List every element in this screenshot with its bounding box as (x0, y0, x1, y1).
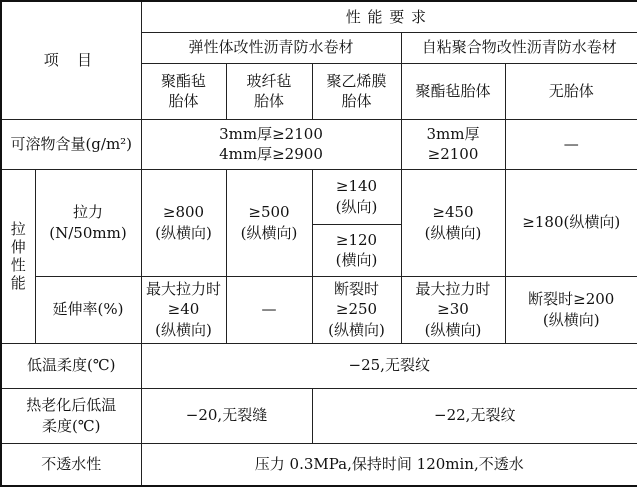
row-tension-a (1, 169, 637, 224)
soluble-sa-polyester: 3mm厚 ≥2100 (401, 119, 505, 169)
col-pe-film: 聚乙烯膜 胎体 (312, 63, 401, 119)
item-header: 项 目 (1, 1, 141, 119)
col-glass-felt: 玻纤毡 胎体 (226, 63, 312, 119)
requirements-header: 性能要求 (141, 1, 637, 32)
tension-sa-polyester: ≥450 (纵横向) (401, 169, 505, 276)
tensile-group-label: 拉 伸 性 能 (1, 169, 35, 343)
col-sa-polyester: 聚酯毡胎体 (401, 63, 505, 119)
elongation-sa-none: 断裂时≥200 (纵横向) (505, 276, 637, 343)
col-polyester-felt: 聚酯毡 胎体 (141, 63, 226, 119)
tension-pe-transverse: ≥120 (横向) (312, 224, 401, 276)
tension-polyester: ≥800 (纵横向) (141, 169, 226, 276)
impermeable-label: 不透水性 (1, 443, 141, 486)
tension-sa-none: ≥180(纵横向) (505, 169, 637, 276)
col-sa-none: 无胎体 (505, 63, 637, 119)
soluble-sa-none: — (505, 119, 637, 169)
elongation-sa-polyester: 最大拉力时 ≥30 (纵横向) (401, 276, 505, 343)
low-temp-label: 低温柔度(℃) (1, 343, 141, 388)
row-low-temp (1, 343, 637, 388)
header-row-1 (1, 1, 637, 32)
heat-aged-label: 热老化后低温 柔度(℃) (1, 388, 141, 443)
heat-aged-selfadhesive: −22,无裂纹 (312, 388, 637, 443)
soluble-elastic: 3mm厚≥2100 4mm厚≥2900 (141, 119, 401, 169)
impermeable-value: 压力 0.3MPa,保持时间 120min,不透水 (141, 443, 637, 486)
elongation-polyester: 最大拉力时 ≥40 (纵横向) (141, 276, 226, 343)
tension-glass: ≥500 (纵横向) (226, 169, 312, 276)
selfadhesive-group-header: 自粘聚合物改性沥青防水卷材 (401, 32, 637, 63)
heat-aged-elastic: −20,无裂缝 (141, 388, 312, 443)
soluble-label: 可溶物含量(g/m²) (1, 119, 141, 169)
tension-pe-longitudinal: ≥140 (纵向) (312, 169, 401, 224)
row-elongation (1, 276, 637, 343)
elastic-group-header: 弹性体改性沥青防水卷材 (141, 32, 401, 63)
low-temp-value: −25,无裂纹 (141, 343, 637, 388)
row-heat-aged (1, 388, 637, 443)
row-soluble (1, 119, 637, 169)
row-impermeable (1, 443, 637, 486)
elongation-pe: 断裂时 ≥250 (纵横向) (312, 276, 401, 343)
elongation-label: 延伸率(%) (35, 276, 141, 343)
elongation-glass: — (226, 276, 312, 343)
tension-label: 拉力 (N/50mm) (35, 169, 141, 276)
